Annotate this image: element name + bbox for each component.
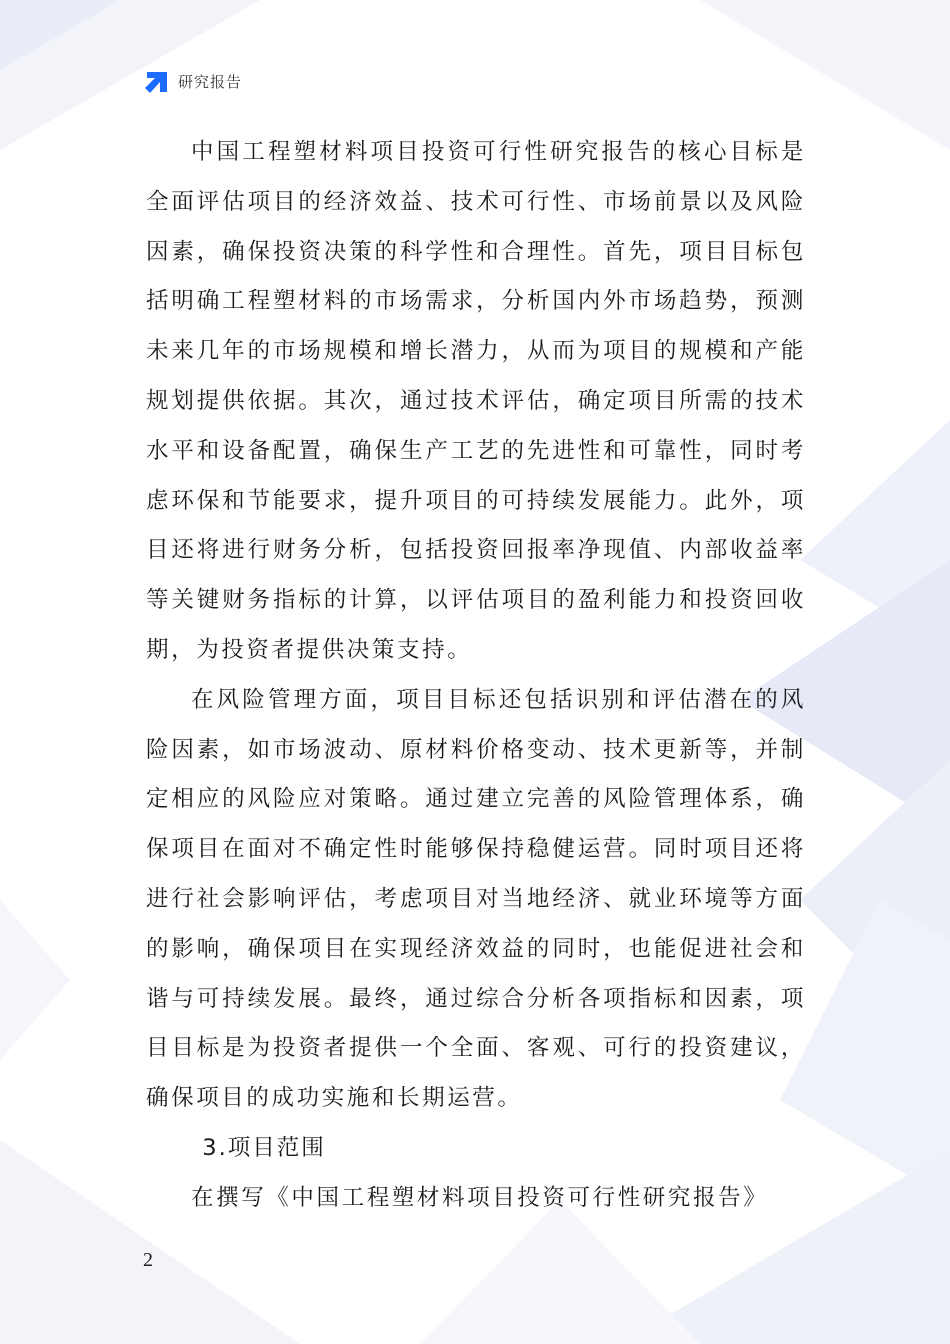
paragraph-1: 中国工程塑材料项目投资可行性研究报告的核心目标是全面评估项目的经济效益、技术可行性、市场前景以及风险因素，确保投资决策的科学性和合理性。首先，项目目标包括明确工程塑材料的市场需求，分析国内外市场趋势，预测未来几年的市场规模和增长潜力，从而为项目的规模和产能规划提供依据。其次，通过技术评估，确定项目所需的技术水平和设备配置，确保生产工艺的先进性和可靠性，同时考虑环保和节能要求，提升项目的可持续发展能力。此外，项目还将进行财务分析，包括投资回报率净现值、内部收益率等关键财务指标的计算，以评估项目的盈利能力和投资回收期，为投资者提供决策支持。 [146, 139, 806, 663]
document-body [146, 128, 806, 1224]
paragraph-3: 在撰写《中国工程塑材料项目投资可行性研究报告》 [191, 1184, 769, 1211]
paragraph-2: 在风险管理方面，项目目标还包括识别和评估潜在的风险因素，如市场波动、原材料价格变动、技术更新等，并制定相应的风险应对策略。通过建立完善的风险管理体系，确保项目在面对不确定性时能够保持稳健运营。同时项目还将进行社会影响评估，考虑项目对当地经济、就业环境等方面的影响，确保项目在实现经济效益的同时，也能促进社会和谐与可持续发展。最终，通过综合分析各项指标和因素，项目目标是为投资者提供一个全面、客观、可行的投资建议，确保项目的成功实施和长期运营。 [146, 686, 806, 1112]
header [143, 66, 242, 96]
section-heading: 3.项目范围 [202, 1134, 326, 1161]
header-title: 研究报告 [178, 72, 243, 91]
page-number: 2 [143, 1249, 153, 1271]
arrow-up-right-icon [143, 68, 169, 94]
